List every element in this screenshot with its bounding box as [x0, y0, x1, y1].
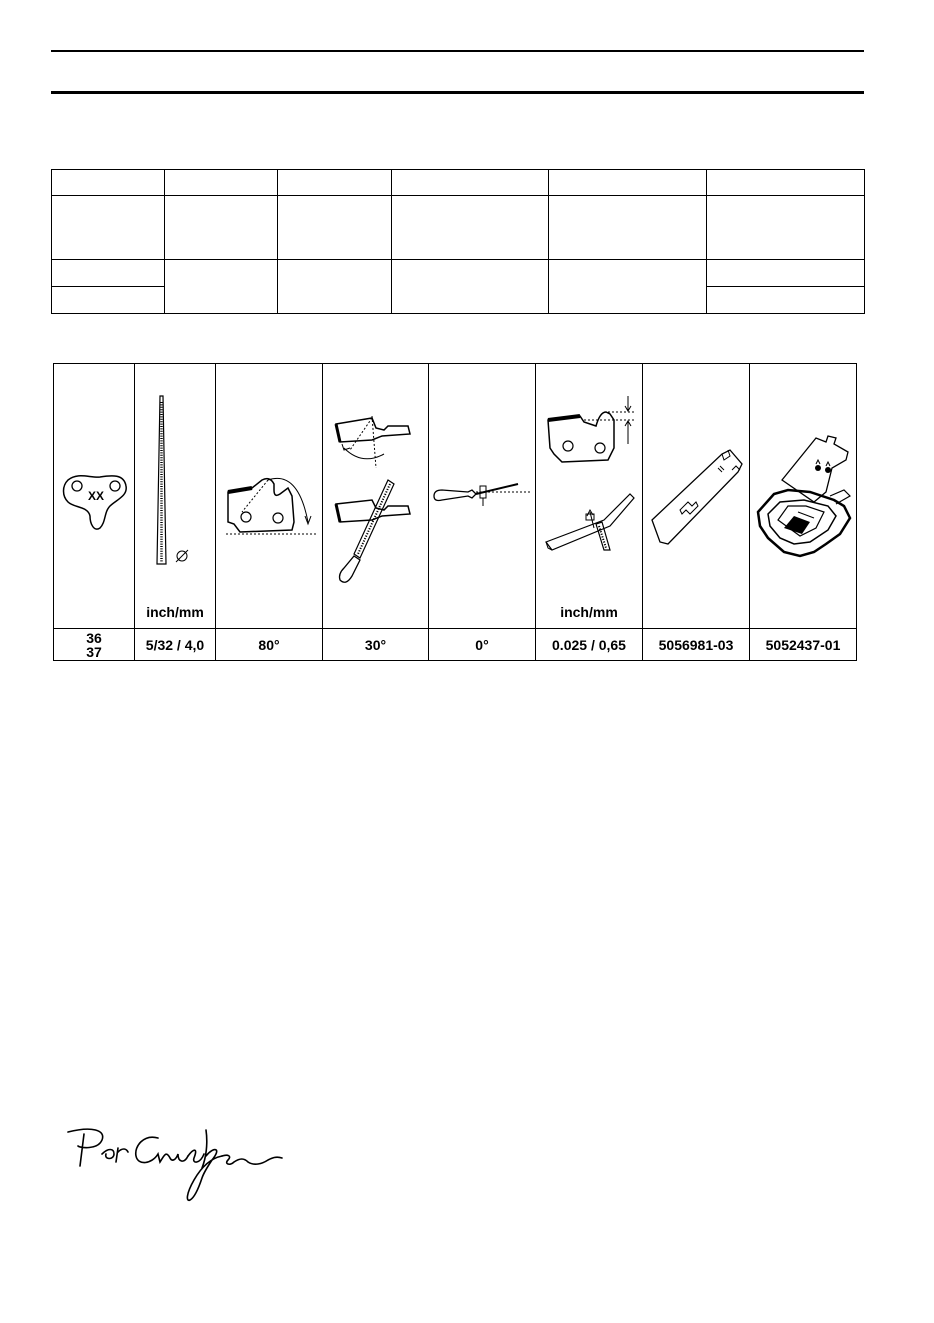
spec-cell [549, 260, 707, 314]
spec-cell [278, 260, 392, 314]
value-cell-chain [54, 629, 134, 661]
column-divider [215, 364, 216, 660]
spec-table-header-row [52, 170, 865, 196]
spec-cell [52, 287, 165, 314]
spec-cell [165, 170, 278, 196]
column-divider [428, 364, 429, 660]
file-holder-icon [754, 434, 858, 564]
spec-cell [707, 170, 865, 196]
file-angle-icon [332, 408, 422, 598]
spec-cell [392, 170, 549, 196]
file-tilt-icon [432, 474, 532, 514]
spec-table-row [52, 196, 865, 260]
header-rule-top [51, 50, 864, 52]
depth-gauge-icon [544, 392, 640, 572]
unit-label: inch/mm [560, 604, 618, 620]
spec-cell [549, 170, 707, 196]
column-divider [749, 364, 750, 660]
value-cell-depth-gauge: 0.025 / 0,65 [552, 637, 626, 653]
column-divider [642, 364, 643, 660]
chain-tag-icon [60, 468, 130, 538]
spec-cell [392, 196, 549, 260]
value-line: 36 [86, 630, 102, 646]
value-cell-tilt-angle: 0° [475, 637, 489, 653]
spec-cell [278, 196, 392, 260]
chain-tag-text: XX [87, 489, 105, 503]
column-divider [322, 364, 323, 660]
unit-label: inch/mm [146, 604, 204, 620]
value-cell-file-diameter: 5/32 / 4,0 [145, 637, 205, 653]
value-line: 37 [86, 644, 102, 660]
spec-cell [707, 260, 865, 287]
depth-gauge-tool-icon [650, 444, 746, 554]
value-cell-file-holder: 5052437-01 [765, 637, 841, 653]
spec-cell [392, 260, 549, 314]
cutter-top-plate-angle-icon [222, 472, 318, 542]
spec-cell [165, 196, 278, 260]
header-rule-bottom [51, 91, 864, 94]
spec-cell [278, 170, 392, 196]
spec-cell [52, 196, 165, 260]
spec-table [51, 169, 865, 314]
spec-cell [165, 260, 278, 314]
signature [62, 1118, 286, 1202]
value-cell-top-plate-angle: 80° [258, 637, 280, 653]
value-cell-depth-gauge-tool: 5056981-03 [658, 637, 734, 653]
spec-table-row [52, 260, 865, 287]
value-cell-file-angle: 30° [364, 637, 387, 653]
spec-cell [52, 260, 165, 287]
spec-cell [549, 196, 707, 260]
spec-cell [707, 196, 865, 260]
spec-cell [52, 170, 165, 196]
spec-cell [707, 287, 865, 314]
sharpening-table [53, 363, 857, 661]
